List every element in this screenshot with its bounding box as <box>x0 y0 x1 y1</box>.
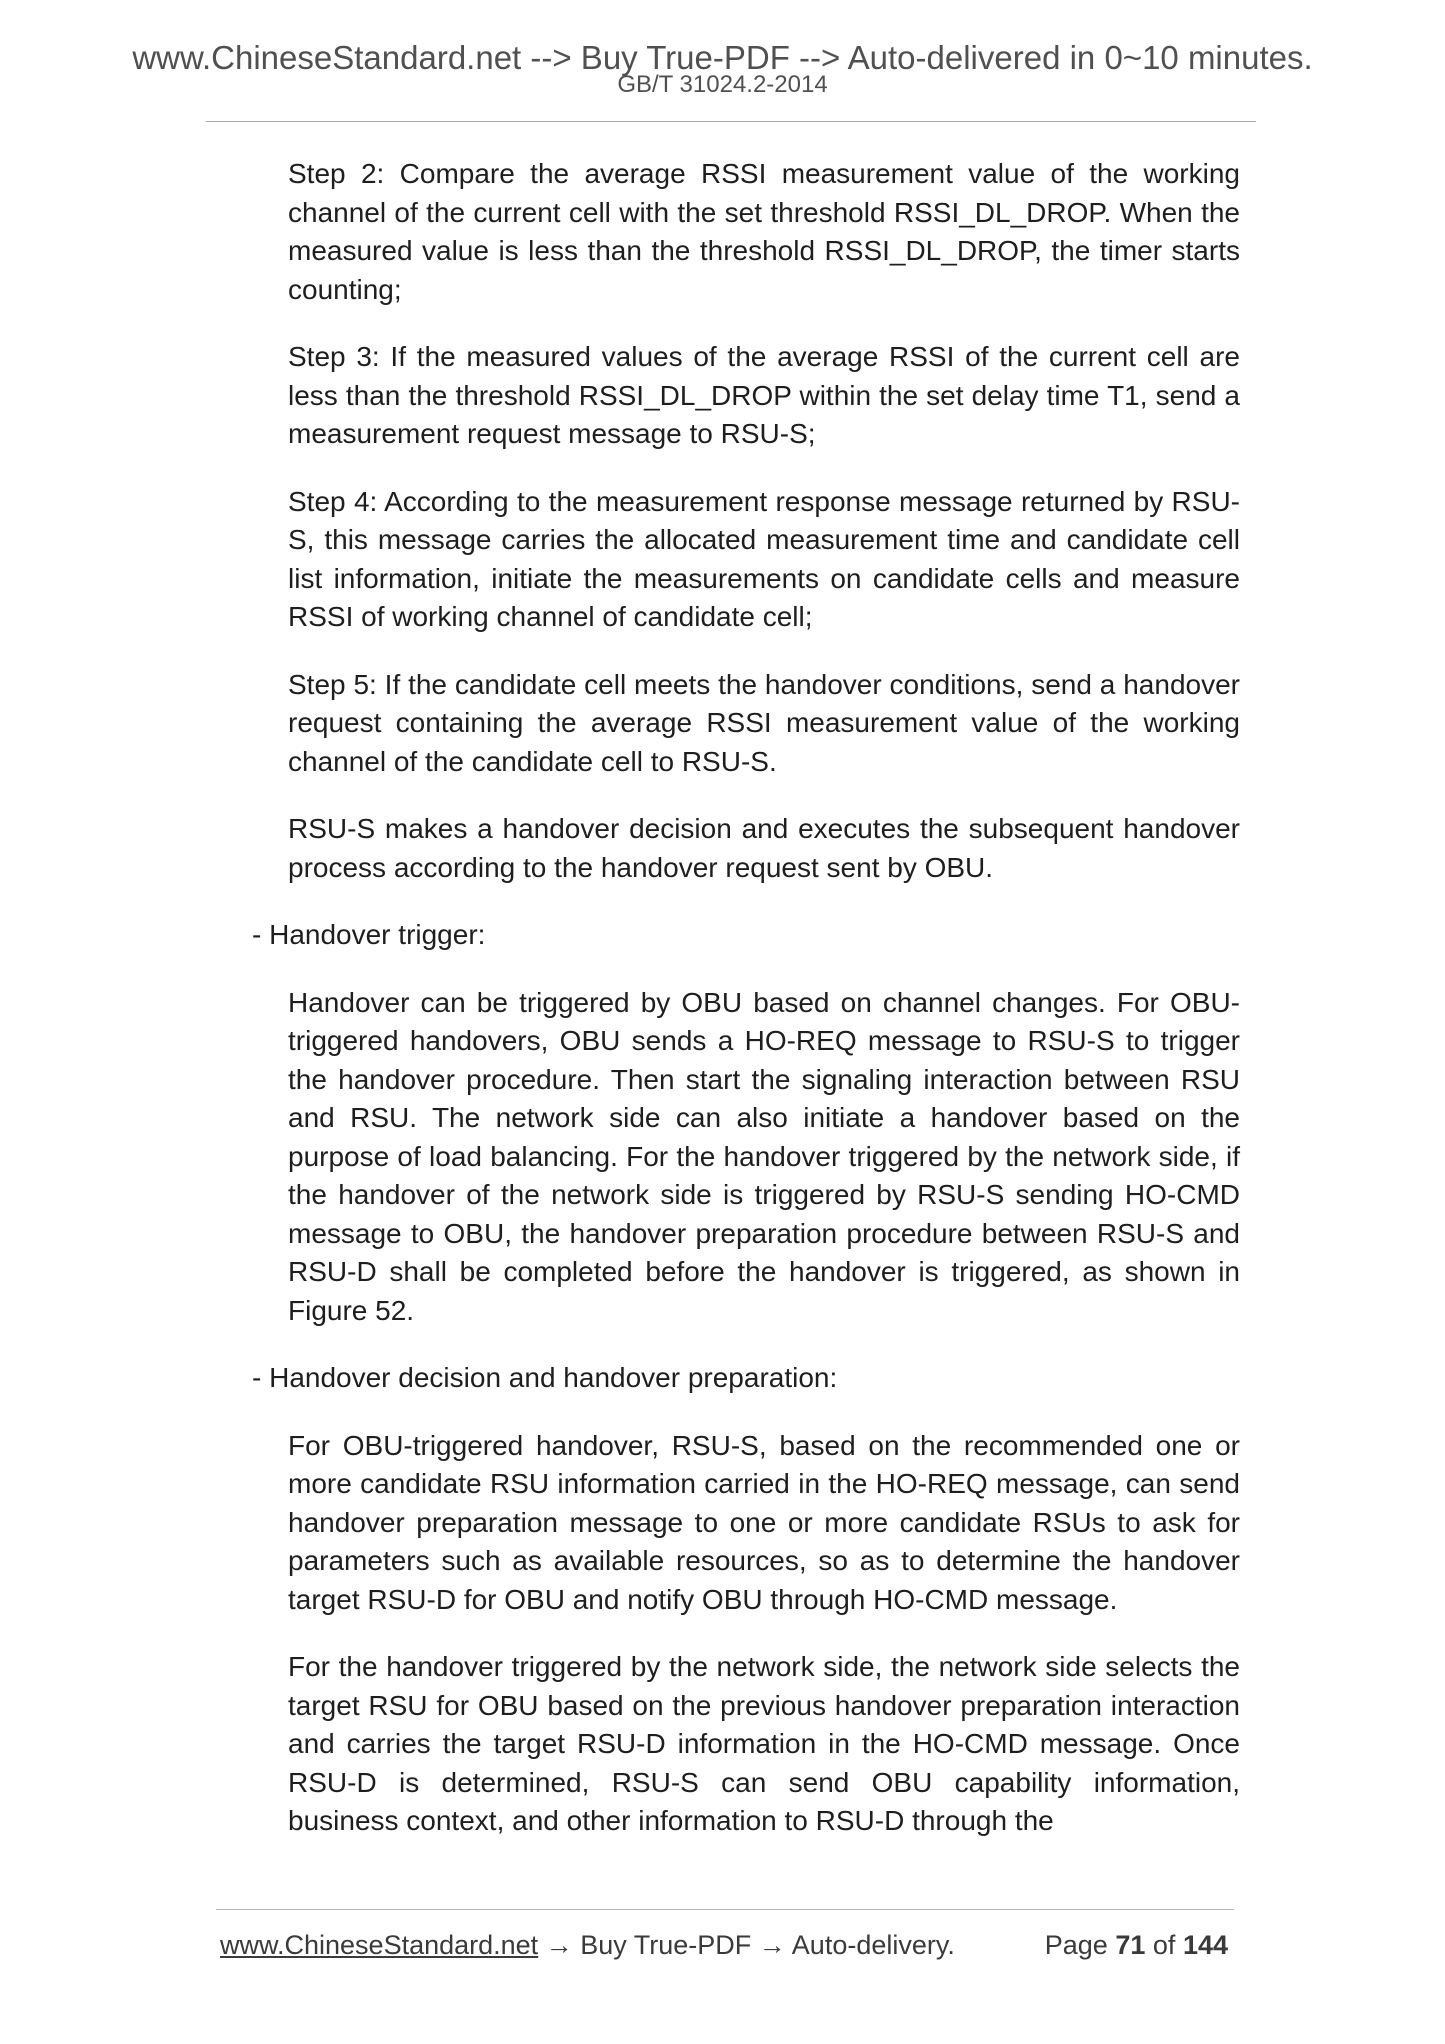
arrow-right-icon: → <box>758 1930 786 1960</box>
network-triggered-paragraph: For the handover triggered by the network side, the network side selects the target RSU for OBU based on the previous handover preparation interaction and carries the target RSU-D information in the HO-CMD message. Once RSU-D is determined, RSU-S can send OBU capability information, business context, and other information to RSU-D through the <box>288 1651 1240 1836</box>
page-number: 71 <box>1115 1930 1146 1960</box>
footer-delivery-text: Auto-delivery. <box>791 1930 955 1960</box>
page-indicator <box>1045 1927 1228 1963</box>
obu-triggered-paragraph: For OBU-triggered handover, RSU-S, based on the recommended one or more candidate RSU information carried in the HO-REQ message, can send handover preparation message to one or more candidate RSUs to ask for parameters such as available resources, so as to determine the handover target RSU-D for OBU and notify OBU through HO-CMD message. <box>288 1429 1240 1615</box>
step-2-paragraph: Step 2: Compare the average RSSI measurement value of the working channel of the current cell with the set threshold RSSI_DL_DROP. When the measured value is less than the threshold RSSI_DL_DROP, the timer starts counting; <box>288 158 1240 305</box>
step-3-paragraph: Step 3: If the measured values of the average RSSI of the current cell are less than the threshold RSSI_DL_DROP within the set delay time T1, send a measurement request message to RSU-S; <box>288 341 1240 449</box>
page-body <box>252 155 1240 1870</box>
header-divider <box>206 121 1256 122</box>
rsu-decision-paragraph: RSU-S makes a handover decision and executes the subsequent handover process according to the handover request sent by OBU. <box>288 813 1240 883</box>
footer-divider <box>216 1909 1234 1910</box>
handover-trigger-heading: - Handover trigger: <box>252 919 486 950</box>
step-4-paragraph: Step 4: According to the measurement response message returned by RSU-S, this message carries the allocated measurement time and candidate cell list information, initiate the measurements on candidate cells and measure RSSI of working channel of candidate cell; <box>288 485 1240 632</box>
of-label: of <box>1152 1930 1176 1960</box>
handover-trigger-paragraph: Handover can be triggered by OBU based on channel changes. For OBU-triggered handovers, OBU sends a HO-REQ message to RSU-S to trigger the handover procedure. Then start the signaling interaction between RSU and RSU. The network side can also initiate a handover based on the purpose of load balancing. For the handover triggered by the network side, if the handover of the network side is triggered by RSU-S sending HO-CMD message to OBU, the handover preparation procedure between RSU-S and RSU-D shall be completed before the handover is triggered, as shown in Figure 52. <box>288 986 1240 1326</box>
step-5-paragraph: Step 5: If the candidate cell meets the handover conditions, send a handover request containing the average RSSI measurement value of the working channel of the candidate cell to RSU-S. <box>288 668 1240 777</box>
header-banner: www.ChineseStandard.net --> Buy True-PDF --> Auto-delivered in 0~10 minutes. <box>132 39 1313 76</box>
footer-buy-text: Buy True-PDF <box>580 1930 752 1960</box>
page-label: Page <box>1044 1930 1108 1960</box>
standard-code: GB/T 31024.2-2014 <box>617 71 828 98</box>
arrow-right-icon: → <box>545 1930 573 1960</box>
total-pages: 144 <box>1182 1930 1228 1960</box>
footer-site-link[interactable]: www.ChineseStandard.net <box>220 1930 539 1960</box>
handover-decision-heading: - Handover decision and handover preparation: <box>252 1362 838 1393</box>
page-footer <box>220 1927 1232 1963</box>
footer-promo <box>220 1927 955 1963</box>
